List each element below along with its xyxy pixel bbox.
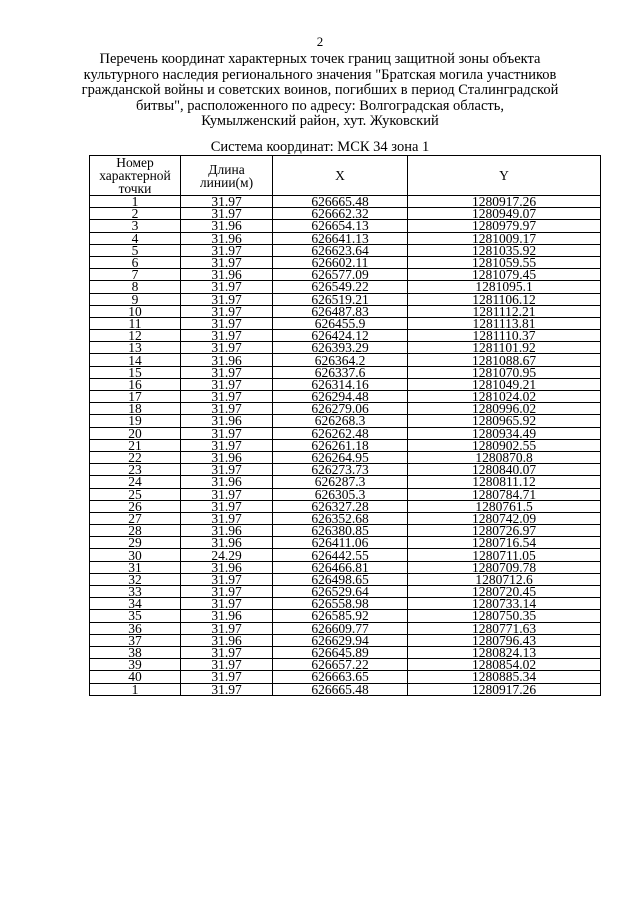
cell-point-number: 3	[90, 220, 181, 232]
cell-x: 626268.3	[273, 415, 408, 427]
cell-x: 626498.65	[273, 573, 408, 585]
header-y: Y	[408, 156, 601, 196]
cell-line-length: 31.97	[181, 208, 273, 220]
cell-line-length: 31.97	[181, 366, 273, 378]
cell-point-number: 9	[90, 293, 181, 305]
cell-point-number: 21	[90, 439, 181, 451]
page-number: 2	[316, 34, 324, 49]
coordinate-system-label: Система координат: МСК 34 зона 1	[210, 139, 430, 155]
header-line: характерной	[99, 168, 171, 183]
cell-x: 626558.98	[273, 598, 408, 610]
coordinates-table	[89, 155, 601, 696]
cell-point-number: 19	[90, 415, 181, 427]
cell-y: 1281112.21	[408, 305, 601, 317]
cell-y: 1280840.07	[408, 464, 601, 476]
header-line: линии(м)	[199, 174, 254, 190]
cell-x: 626442.55	[273, 549, 408, 561]
cell-point-number: 17	[90, 391, 181, 403]
cell-line-length: 31.96	[181, 269, 273, 281]
cell-point-number: 8	[90, 281, 181, 293]
cell-point-number: 1	[90, 196, 181, 208]
cell-line-length: 31.97	[181, 330, 273, 342]
cell-line-length: 31.96	[181, 525, 273, 537]
cell-y: 1280784.71	[408, 488, 601, 500]
cell-point-number: 24	[90, 476, 181, 488]
cell-y: 1280811.12	[408, 476, 601, 488]
cell-x: 626662.32	[273, 208, 408, 220]
cell-line-length: 31.96	[181, 354, 273, 366]
header-point-number	[90, 156, 181, 196]
cell-line-length: 31.97	[181, 427, 273, 439]
cell-y: 1280771.63	[408, 622, 601, 634]
cell-line-length: 31.97	[181, 671, 273, 683]
cell-y: 1280742.09	[408, 512, 601, 524]
cell-x: 626327.28	[273, 500, 408, 512]
cell-line-length: 31.97	[181, 646, 273, 658]
cell-point-number: 18	[90, 403, 181, 415]
cell-y: 1280949.07	[408, 208, 601, 220]
cell-x: 626411.06	[273, 537, 408, 549]
cell-line-length: 31.97	[181, 342, 273, 354]
table-header-row	[90, 156, 601, 196]
cell-point-number: 15	[90, 366, 181, 378]
cell-x: 626466.81	[273, 561, 408, 573]
cell-y: 1280902.55	[408, 439, 601, 451]
cell-x: 626645.89	[273, 646, 408, 658]
cell-point-number: 6	[90, 256, 181, 268]
cell-point-number: 7	[90, 269, 181, 281]
cell-point-number: 36	[90, 622, 181, 634]
cell-y: 1280711.05	[408, 549, 601, 561]
cell-line-length: 31.96	[181, 561, 273, 573]
cell-point-number: 23	[90, 464, 181, 476]
cell-x: 626294.48	[273, 391, 408, 403]
cell-y: 1280870.8	[408, 451, 601, 463]
cell-point-number: 13	[90, 342, 181, 354]
cell-point-number: 40	[90, 671, 181, 683]
cell-line-length: 31.97	[181, 256, 273, 268]
cell-x: 626455.9	[273, 317, 408, 329]
cell-point-number: 34	[90, 598, 181, 610]
cell-line-length: 31.96	[181, 451, 273, 463]
cell-y: 1280917.26	[408, 683, 601, 695]
cell-line-length: 31.97	[181, 622, 273, 634]
cell-line-length: 31.96	[181, 537, 273, 549]
cell-point-number: 38	[90, 646, 181, 658]
header-line: точки	[118, 181, 152, 196]
cell-line-length: 31.96	[181, 476, 273, 488]
cell-point-number: 28	[90, 525, 181, 537]
cell-line-length: 31.97	[181, 586, 273, 598]
cell-x: 626337.6	[273, 366, 408, 378]
cell-y: 1280761.5	[408, 500, 601, 512]
cell-line-length: 31.97	[181, 488, 273, 500]
cell-y: 1280885.34	[408, 671, 601, 683]
cell-line-length: 31.97	[181, 500, 273, 512]
cell-x: 626665.48	[273, 196, 408, 208]
cell-line-length: 31.97	[181, 244, 273, 256]
cell-y: 1280712.6	[408, 573, 601, 585]
cell-x: 626364.2	[273, 354, 408, 366]
table-body	[90, 196, 601, 696]
cell-point-number: 27	[90, 512, 181, 524]
cell-line-length: 31.96	[181, 610, 273, 622]
cell-y: 1280917.26	[408, 196, 601, 208]
cell-line-length: 31.97	[181, 512, 273, 524]
cell-x: 626609.77	[273, 622, 408, 634]
cell-line-length: 31.97	[181, 305, 273, 317]
cell-line-length: 31.97	[181, 403, 273, 415]
cell-line-length: 31.97	[181, 464, 273, 476]
cell-x: 626393.29	[273, 342, 408, 354]
cell-line-length: 31.97	[181, 439, 273, 451]
document-title	[80, 52, 560, 130]
cell-y: 1281009.17	[408, 232, 601, 244]
cell-x: 626602.11	[273, 256, 408, 268]
cell-point-number: 29	[90, 537, 181, 549]
cell-point-number: 35	[90, 610, 181, 622]
cell-y: 1280965.92	[408, 415, 601, 427]
cell-point-number: 11	[90, 317, 181, 329]
cell-y: 1281035.92	[408, 244, 601, 256]
cell-x: 626585.92	[273, 610, 408, 622]
cell-line-length: 31.97	[181, 293, 273, 305]
cell-point-number: 26	[90, 500, 181, 512]
cell-y: 1281024.02	[408, 391, 601, 403]
cell-x: 626380.85	[273, 525, 408, 537]
cell-x: 626629.94	[273, 634, 408, 646]
cell-point-number: 37	[90, 634, 181, 646]
header-line: Длина	[208, 161, 245, 177]
cell-point-number: 20	[90, 427, 181, 439]
cell-x: 626262.48	[273, 427, 408, 439]
cell-y: 1280996.02	[408, 403, 601, 415]
cell-y: 1281101.92	[408, 342, 601, 354]
cell-y: 1280824.13	[408, 646, 601, 658]
cell-x: 626264.95	[273, 451, 408, 463]
cell-point-number: 1	[90, 683, 181, 695]
cell-y: 1280720.45	[408, 586, 601, 598]
cell-x: 626623.64	[273, 244, 408, 256]
cell-x: 626657.22	[273, 659, 408, 671]
cell-y: 1281095.1	[408, 281, 601, 293]
cell-y: 1281113.81	[408, 317, 601, 329]
cell-line-length: 31.97	[181, 378, 273, 390]
header-line: Номер	[116, 155, 154, 170]
cell-line-length: 31.97	[181, 659, 273, 671]
cell-y: 1280716.54	[408, 537, 601, 549]
cell-point-number: 22	[90, 451, 181, 463]
header-line-length	[181, 156, 273, 196]
cell-y: 1280709.78	[408, 561, 601, 573]
cell-x: 626287.3	[273, 476, 408, 488]
cell-x: 626665.48	[273, 683, 408, 695]
cell-y: 1281070.95	[408, 366, 601, 378]
cell-point-number: 4	[90, 232, 181, 244]
cell-line-length: 24.29	[181, 549, 273, 561]
cell-point-number: 31	[90, 561, 181, 573]
cell-point-number: 32	[90, 573, 181, 585]
cell-x: 626424.12	[273, 330, 408, 342]
cell-line-length: 31.97	[181, 317, 273, 329]
cell-line-length: 31.97	[181, 196, 273, 208]
title-line: гражданской войны и советских воинов, погибших в период Сталинградской	[81, 82, 559, 98]
cell-point-number: 2	[90, 208, 181, 220]
cell-line-length: 31.97	[181, 598, 273, 610]
cell-y: 1280733.14	[408, 598, 601, 610]
cell-point-number: 30	[90, 549, 181, 561]
cell-point-number: 16	[90, 378, 181, 390]
cell-y: 1280934.49	[408, 427, 601, 439]
cell-x: 626529.64	[273, 586, 408, 598]
cell-line-length: 31.96	[181, 232, 273, 244]
cell-x: 626663.65	[273, 671, 408, 683]
cell-line-length: 31.97	[181, 281, 273, 293]
cell-y: 1281079.45	[408, 269, 601, 281]
cell-point-number: 25	[90, 488, 181, 500]
cell-line-length: 31.96	[181, 415, 273, 427]
cell-line-length: 31.97	[181, 391, 273, 403]
cell-x: 626549.22	[273, 281, 408, 293]
title-line: Кумылженский район, хут. Жуковский	[201, 113, 439, 129]
cell-y: 1280750.35	[408, 610, 601, 622]
cell-y: 1281059.55	[408, 256, 601, 268]
cell-y: 1280979.97	[408, 220, 601, 232]
title-line: битвы", расположенного по адресу: Волгоградская область,	[136, 97, 504, 114]
cell-y: 1280854.02	[408, 659, 601, 671]
cell-point-number: 5	[90, 244, 181, 256]
cell-point-number: 10	[90, 305, 181, 317]
cell-x: 626314.16	[273, 378, 408, 390]
title-line: культурного наследия регионального значения "Братская могила участников	[83, 66, 557, 83]
cell-x: 626305.3	[273, 488, 408, 500]
cell-x: 626352.68	[273, 512, 408, 524]
cell-point-number: 14	[90, 354, 181, 366]
cell-y: 1281088.67	[408, 354, 601, 366]
cell-x: 626641.13	[273, 232, 408, 244]
cell-line-length: 31.97	[181, 683, 273, 695]
header-x: X	[273, 156, 408, 196]
cell-y: 1280726.97	[408, 525, 601, 537]
title-line: Перечень координат характерных точек границ защитной зоны объекта	[99, 51, 541, 67]
cell-line-length: 31.97	[181, 573, 273, 585]
cell-y: 1280796.43	[408, 634, 601, 646]
cell-y: 1281110.37	[408, 330, 601, 342]
cell-point-number: 39	[90, 659, 181, 671]
cell-x: 626279.06	[273, 403, 408, 415]
cell-y: 1281049.21	[408, 378, 601, 390]
table-row	[90, 683, 601, 695]
cell-line-length: 31.96	[181, 220, 273, 232]
cell-line-length: 31.96	[181, 634, 273, 646]
cell-y: 1281106.12	[408, 293, 601, 305]
cell-x: 626654.13	[273, 220, 408, 232]
cell-point-number: 12	[90, 330, 181, 342]
cell-x: 626577.09	[273, 269, 408, 281]
cell-x: 626519.21	[273, 293, 408, 305]
cell-x: 626273.73	[273, 464, 408, 476]
cell-x: 626487.83	[273, 305, 408, 317]
cell-point-number: 33	[90, 586, 181, 598]
cell-x: 626261.18	[273, 439, 408, 451]
